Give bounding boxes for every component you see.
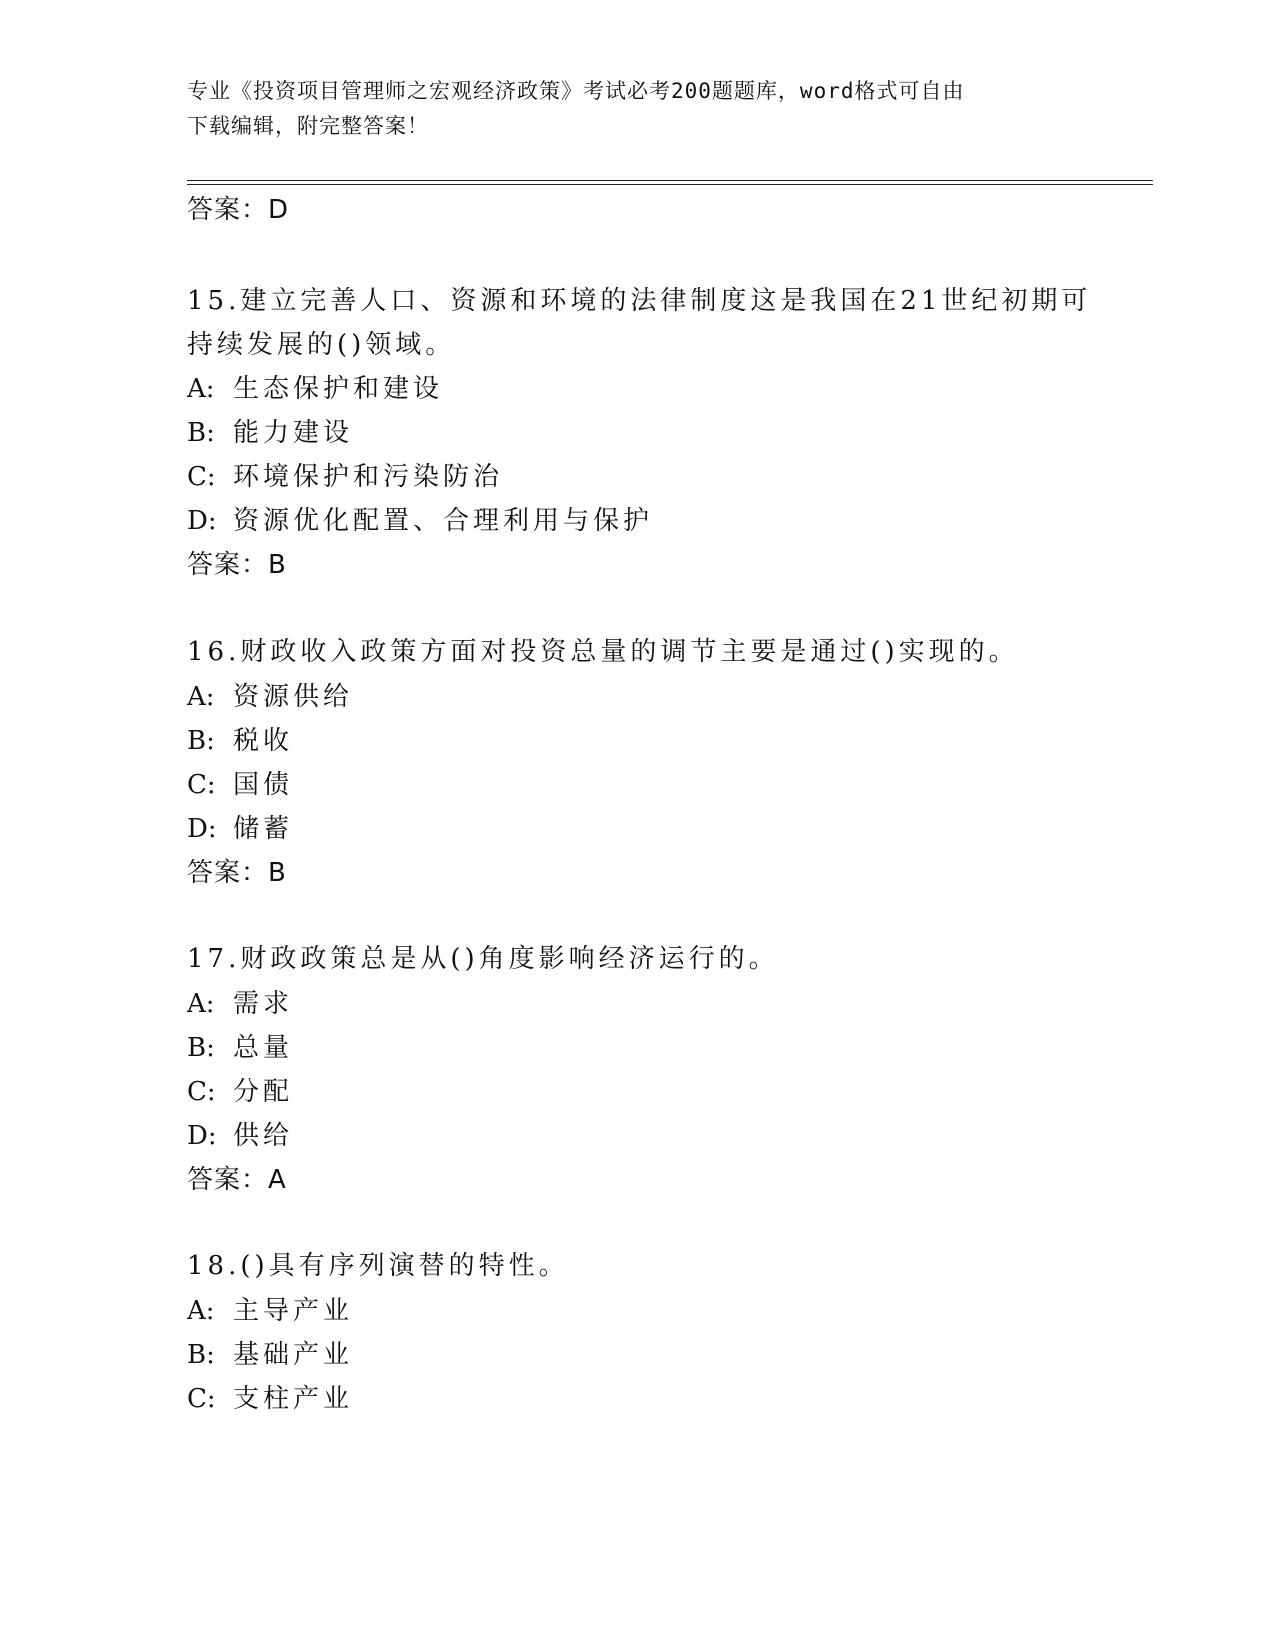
option-letter: B: (187, 418, 215, 448)
option-text: 资源优化配置、合理利用与保护 (233, 506, 654, 536)
option-text: 环境保护和污染防治 (233, 462, 504, 492)
previous-answer: 答案：D (187, 195, 290, 225)
header-line-1: 专业《投资项目管理师之宏观经济政策》考试必考200题题库，word格式可自由 (187, 79, 965, 103)
question-16-option-d (187, 811, 293, 847)
option-letter: A: (187, 374, 215, 404)
option-letter: A: (187, 989, 215, 1019)
option-text: 储蓄 (233, 814, 294, 844)
option-text: 总量 (233, 1033, 294, 1063)
option-text: 资源供给 (233, 682, 354, 712)
option-text: 分配 (233, 1077, 294, 1107)
document-header (187, 74, 1067, 144)
option-letter: C: (187, 1384, 216, 1414)
question-15-option-c (187, 459, 503, 495)
question-17-option-b (187, 1030, 293, 1066)
question-18-option-c (187, 1381, 353, 1417)
option-letter: B: (187, 1340, 215, 1370)
option-letter: A: (187, 682, 215, 712)
question-17-answer: 答案：A (187, 1165, 287, 1195)
option-letter: B: (187, 726, 215, 756)
question-16-option-c (187, 767, 293, 803)
question-18-option-b (187, 1337, 353, 1373)
question-15-stem-line-1: 15.建立完善人口、资源和环境的法律制度这是我国在21世纪初期可 (187, 286, 1092, 316)
option-text: 需求 (233, 989, 294, 1019)
question-17-stem-line-1: 17.财政政策总是从()角度影响经济运行的。 (187, 944, 779, 974)
question-18-option-a (187, 1293, 353, 1329)
option-text: 基础产业 (233, 1340, 354, 1370)
question-16-option-b (187, 723, 293, 759)
header-divider-top (187, 180, 1153, 181)
option-letter: C: (187, 1077, 216, 1107)
option-text: 税收 (233, 726, 294, 756)
option-letter: D: (187, 506, 217, 536)
option-text: 能力建设 (233, 418, 354, 448)
option-letter: A: (187, 1296, 215, 1326)
header-divider-bottom (187, 184, 1153, 185)
option-letter: D: (187, 814, 217, 844)
option-letter: D: (187, 1121, 217, 1151)
question-16-option-a (187, 679, 353, 715)
option-text: 支柱产业 (233, 1384, 354, 1414)
option-letter: B: (187, 1033, 215, 1063)
option-letter: C: (187, 770, 216, 800)
question-16-answer: 答案：B (187, 858, 287, 888)
option-text: 供给 (233, 1121, 294, 1151)
question-17-option-a (187, 986, 293, 1022)
question-18-stem-line-1: 18.()具有序列演替的特性。 (187, 1251, 569, 1281)
question-15-option-a (187, 371, 443, 407)
question-15-answer: 答案：B (187, 550, 287, 580)
question-15-option-d (187, 503, 653, 539)
header-line-2: 下载编辑，附完整答案！ (187, 114, 429, 138)
question-17-option-d (187, 1118, 293, 1154)
question-15-stem-line-2: 持续发展的()领域。 (187, 330, 456, 360)
question-15-option-b (187, 415, 353, 451)
option-letter: C: (187, 462, 216, 492)
option-text: 生态保护和建设 (233, 374, 444, 404)
question-17-option-c (187, 1074, 293, 1110)
question-16-stem-line-1: 16.财政收入政策方面对投资总量的调节主要是通过()实现的。 (187, 637, 1019, 667)
option-text: 主导产业 (233, 1296, 354, 1326)
option-text: 国债 (233, 770, 294, 800)
